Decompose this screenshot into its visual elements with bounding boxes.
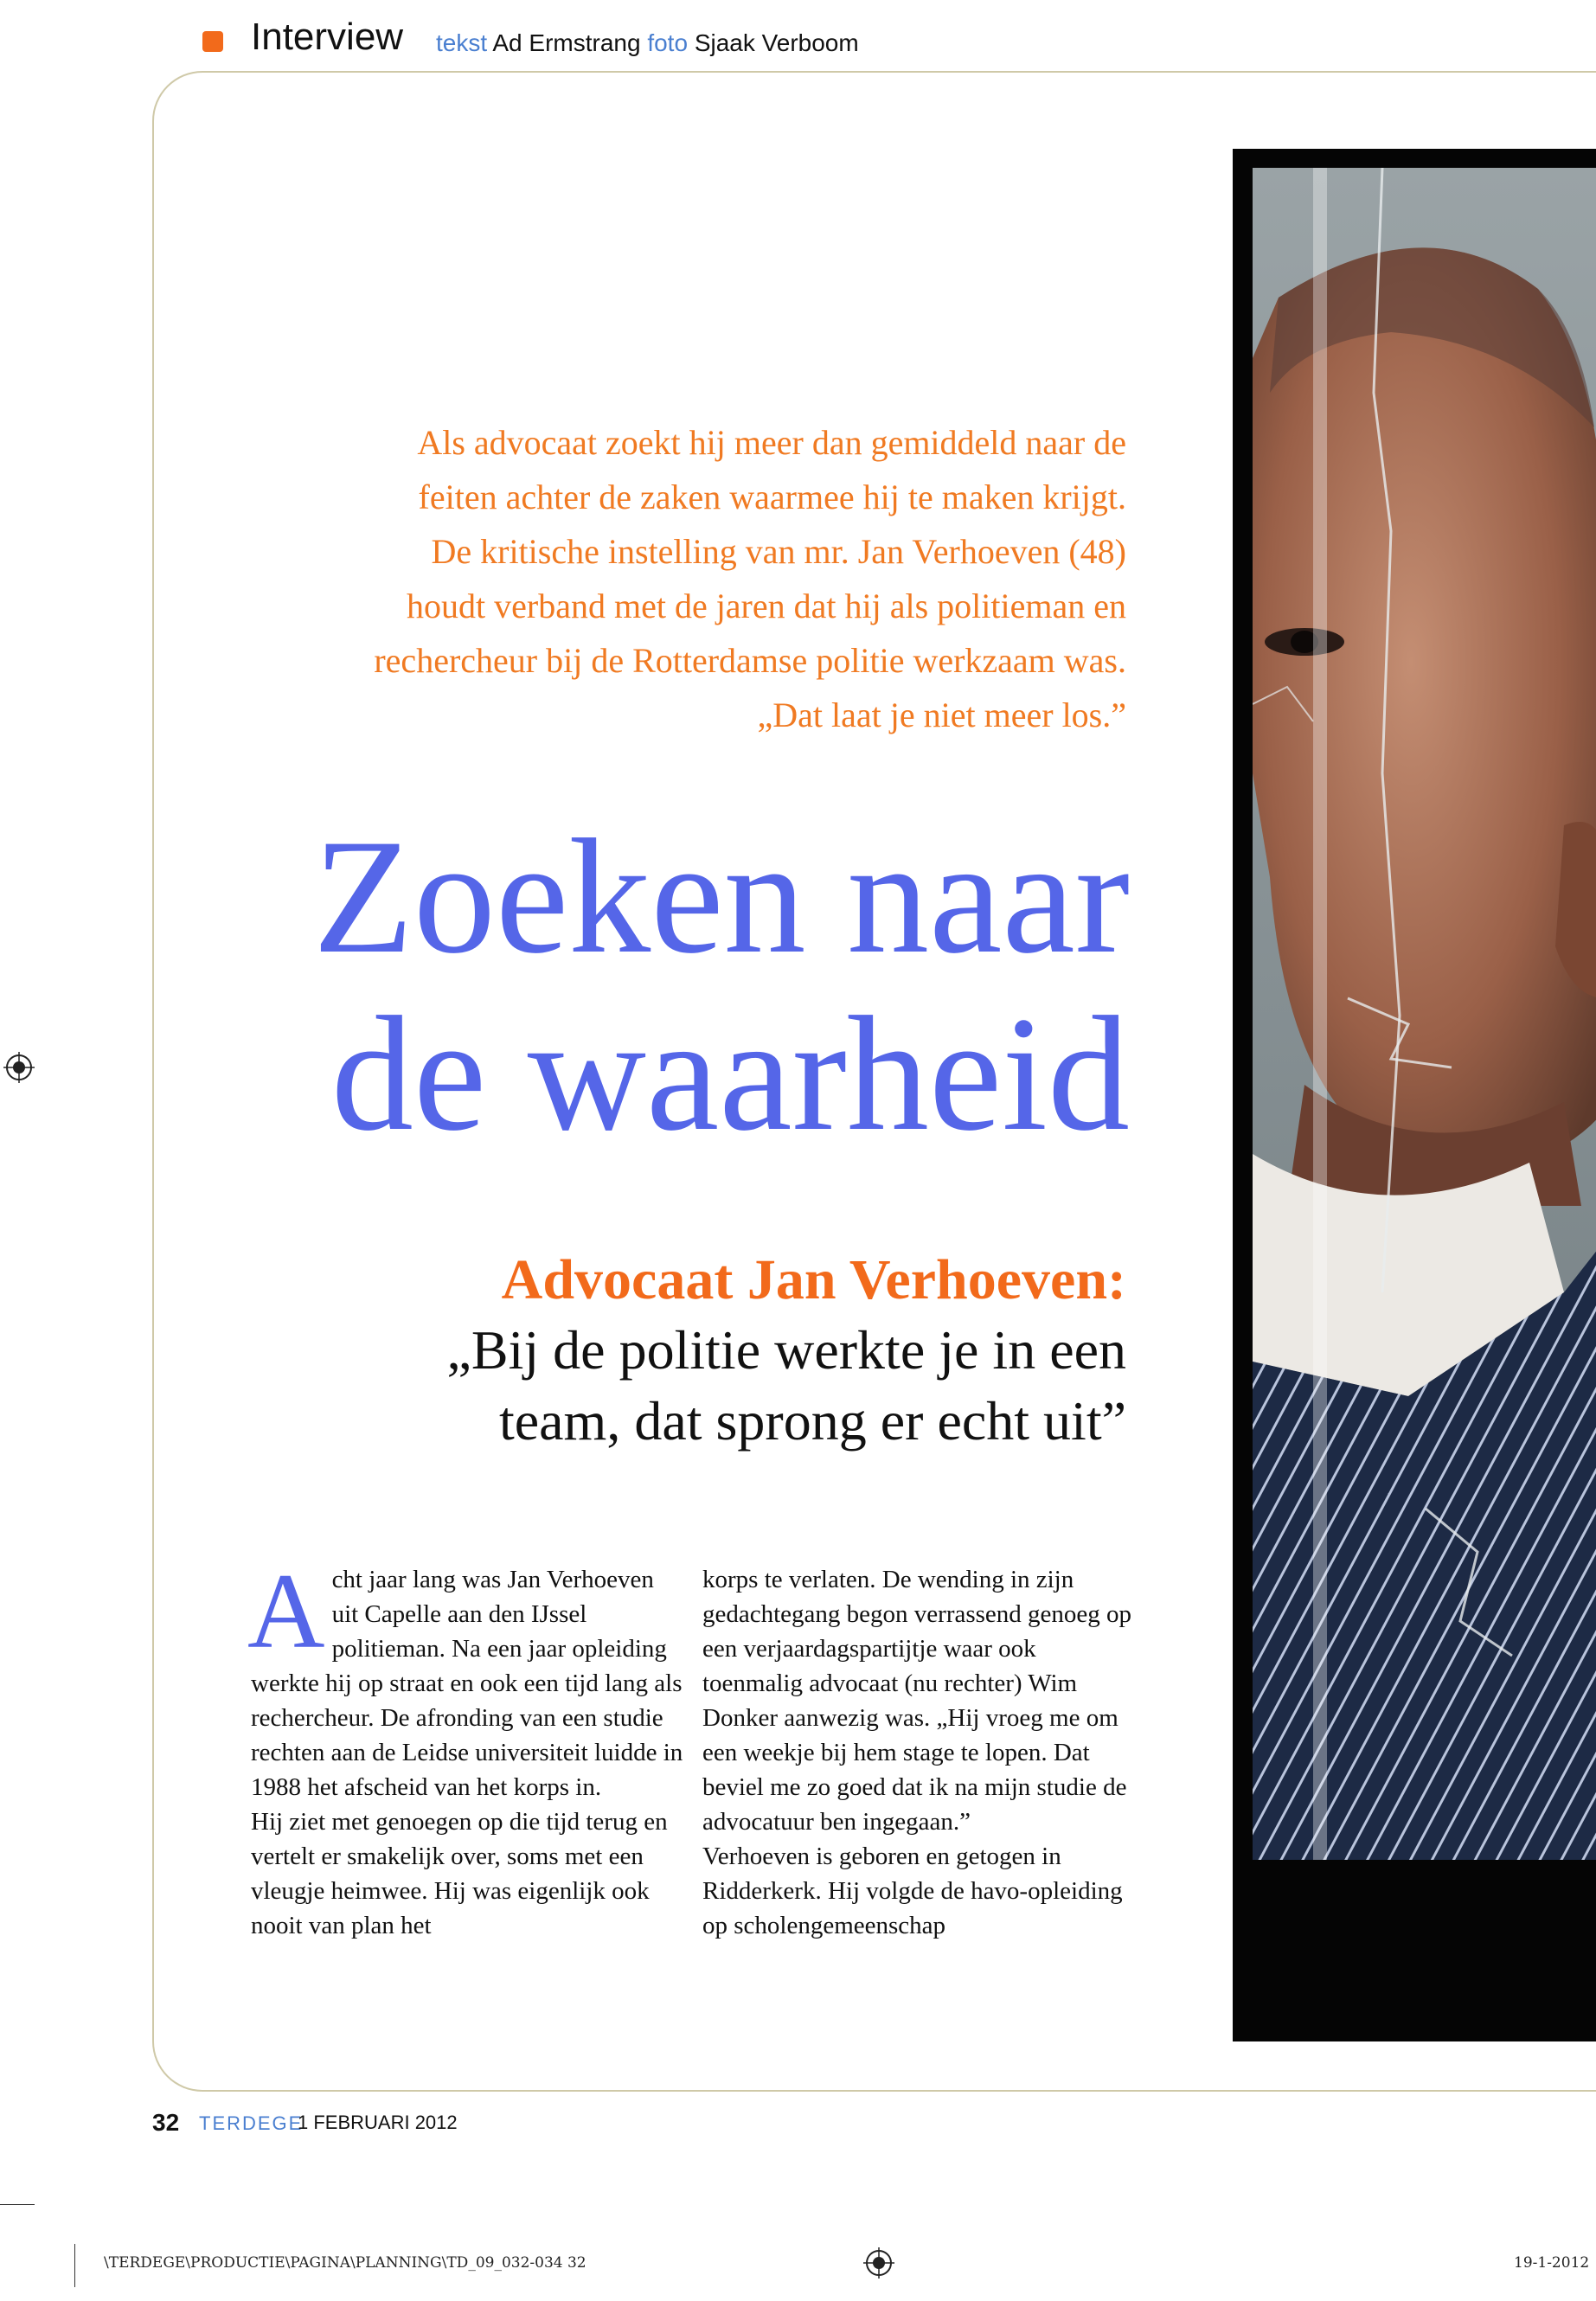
quote-line: „Bij de politie werkte je in een	[446, 1319, 1126, 1381]
credits	[436, 29, 859, 57]
body-paragraph: korps te verlaten. De wending in zijn gedachtegang begon verrassend genoeg op een verjaardagspartijtje waar ook toenmalig advocaat (nu rechter) Wim Donker aanwezig was. „Hij vroeg me om een weekje bij hem stage te lopen. Dat beviel me zo goed dat ik na mijn studie de advocatuur ben ingegaan.”	[702, 1566, 1132, 1836]
intro-paragraph	[285, 415, 1126, 742]
page-number: 32	[152, 2109, 180, 2136]
body-column-2	[702, 1562, 1135, 1943]
subtitle-quote	[285, 1315, 1126, 1457]
body-paragraph: Hij ziet met genoegen op die tijd terug en vertelt er smakelijk over, soms met een vleugje heimwee. Hij was eigenlijk ook nooit van plan het	[251, 1808, 668, 1939]
title-line: de waarheid	[330, 984, 1130, 1165]
subtitle	[285, 1246, 1126, 1457]
crop-mark	[0, 2204, 35, 2205]
crop-mark	[74, 2244, 75, 2287]
intro-line: feiten achter de zaken waarmee hij te maken krijgt.	[418, 478, 1126, 516]
paragraph-text: cht jaar lang was Jan Verhoeven uit Capelle aan den IJssel politieman. Na een jaar opleiding werkte hij op straat en ook een tijd lang als rechercheur. De afronding van een studie rechten aan de Leidse universiteit luidde in 1988 het afscheid van het korps in.	[251, 1566, 683, 1801]
section-label: Interview	[251, 16, 404, 58]
section-marker	[202, 31, 223, 52]
intro-line: houdt verband met de jaren dat hij als politieman en	[407, 586, 1126, 625]
body-column-1	[247, 1552, 683, 1943]
intro-line: De kritische instelling van mr. Jan Verhoeven (48)	[431, 532, 1126, 571]
credit-text-label: tekst	[436, 29, 488, 56]
credit-photo-name: Sjaak Verboom	[694, 29, 859, 56]
credit-text-name: Ad Ermstrang	[492, 29, 641, 56]
intro-line: rechercheur bij de Rotterdamse politie werkzaam was.	[374, 641, 1126, 680]
drop-cap: A	[247, 1552, 325, 1670]
portrait-photo	[1253, 168, 1596, 1860]
article-title	[208, 806, 1130, 1165]
intro-line: Als advocaat zoekt hij meer dan gemiddeld naar de	[417, 423, 1126, 462]
slug-path: \TERDEGE\PRODUCTIE\PAGINA\PLANNING\TD_09_032-034 32	[104, 2254, 586, 2272]
quote-line: team, dat sprong er echt uit”	[498, 1390, 1126, 1452]
registration-mark-icon	[3, 1052, 35, 1083]
body-paragraph	[247, 1552, 683, 1804]
subtitle-name: Advocaat Jan Verhoeven:	[501, 1248, 1126, 1311]
body-paragraph: Verhoeven is geboren en getogen in Ridderkerk. Hij volgde de havo-opleiding op scholengemeenschap	[702, 1843, 1123, 1939]
title-line: Zoeken naar	[312, 806, 1130, 988]
portrait-illustration	[1253, 168, 1596, 1860]
slug-date: 19-1-2012	[1514, 2254, 1590, 2272]
issue-date: 1 FEBRUARI 2012	[298, 2112, 458, 2133]
intro-line: „Dat laat je niet meer los.”	[757, 695, 1126, 734]
registration-mark-icon	[863, 2247, 894, 2279]
credit-photo-label: foto	[647, 29, 689, 56]
magazine-name: TERDEGE	[199, 2112, 304, 2134]
